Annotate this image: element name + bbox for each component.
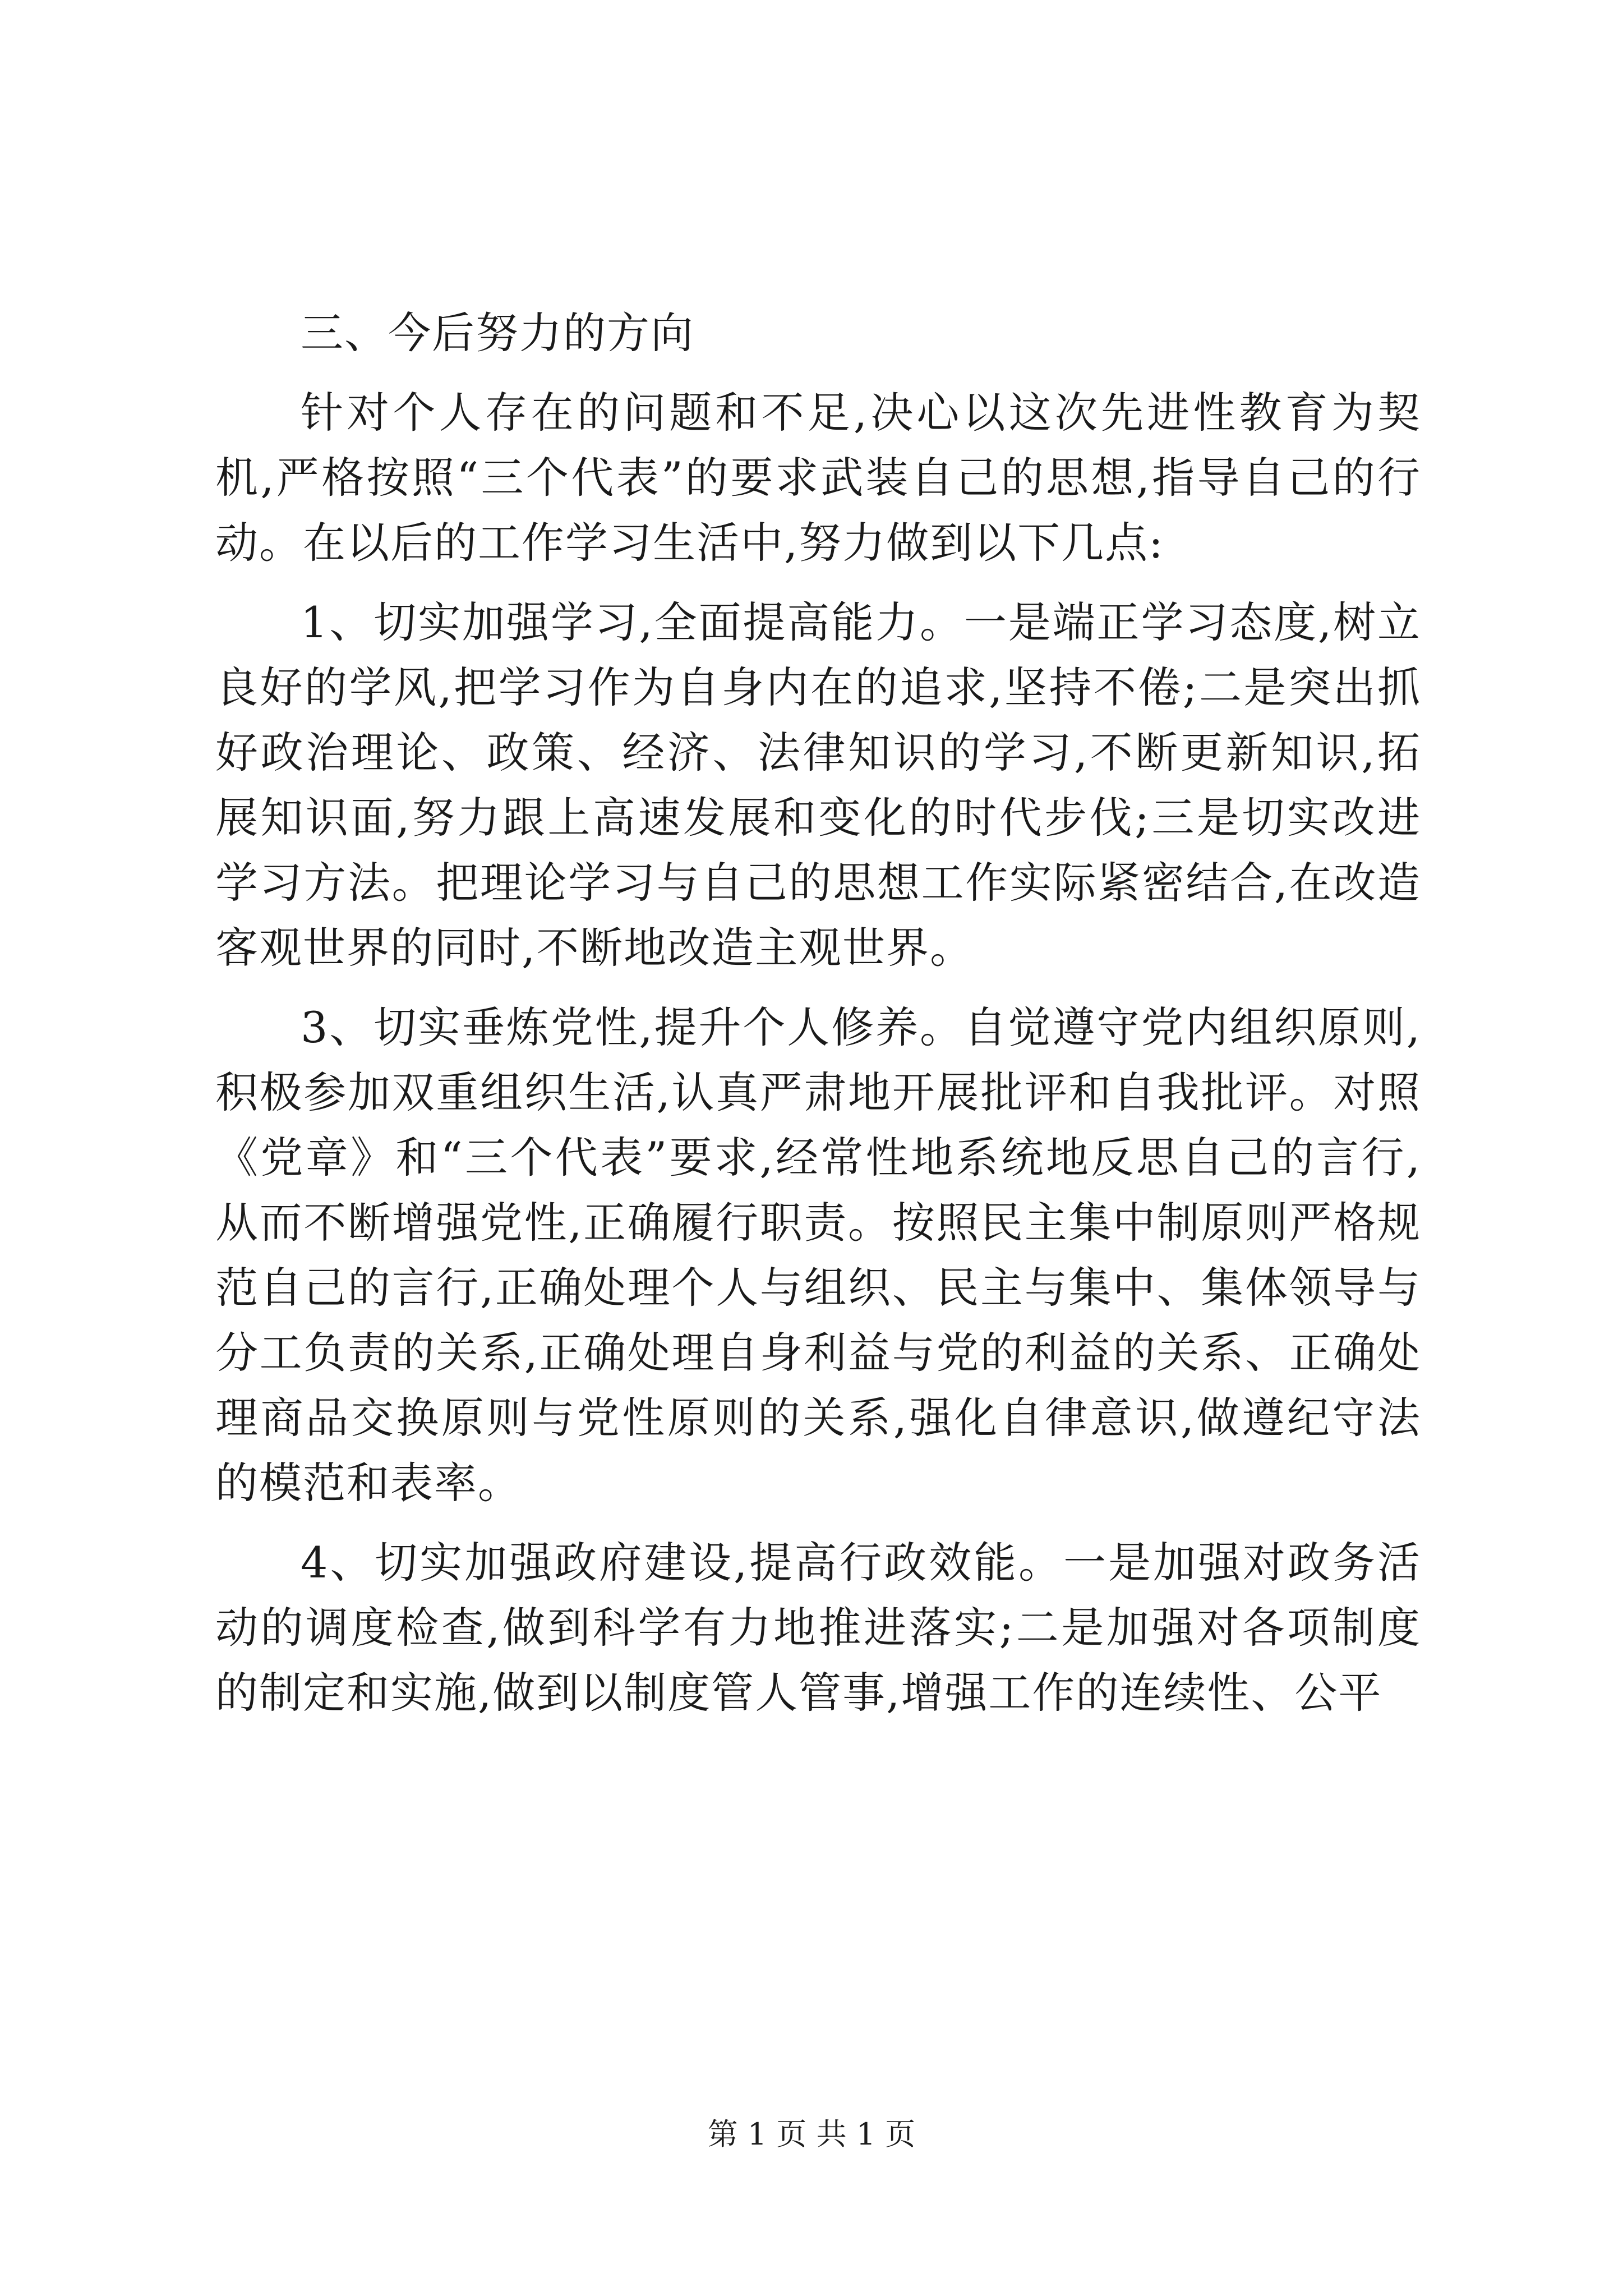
paragraph-item-1: 1、切实加强学习,全面提高能力。一是端正学习态度,树立良好的学风,把学习作为自身内在的追求,坚持不倦;二是突出抓好政治理论、政策、经济、法律知识的学习,不断更新知识,拓展知识面,努力跟上高速发展和变化的时代步伐;三是切实改进学习方法。把理论学习与自己的思想工作实际紧密结合,在改造客观世界的同时,不断地改造主观世界。 — [215, 597, 1421, 973]
paragraph-item-4: 4、切实加强政府建设,提高行政效能。一是加强对政务活动的调度检查,做到科学有力地推进落实;二是加强对各项制度的制定和实施,做到以制度管人管事,增强工作的连续性、公平 — [215, 1538, 1421, 1718]
document-body — [215, 301, 1421, 1740]
section-heading: 三、今后努力的方向 — [301, 308, 694, 358]
page-footer: 第 1 页 共 1 页 — [707, 2116, 916, 2152]
paragraph-item-3: 3、切实垂炼党性,提升个人修养。自觉遵守党内组织原则,积极参加双重组织生活,认真严肃地开展批评和自我批评。对照《党章》和“三个代表”要求,经常性地系统地反思自己的言行,从而不断增强党性,正确履行职责。按照民主集中制原则严格规范自己的言行,正确处理个人与组织、民主与集中、集体领导与分工负责的关系,正确处理自身利益与党的利益的关系、正确处理商品交换原则与党性原则的关系,强化自律意识,做遵纪守法的模范和表率。 — [215, 1002, 1421, 1508]
paragraph-intro: 针对个人存在的问题和不足,决心以这次先进性教育为契机,严格按照“三个代表”的要求武装自己的思想,指导自己的行动。在以后的工作学习生活中,努力做到以下几点: — [215, 388, 1421, 568]
